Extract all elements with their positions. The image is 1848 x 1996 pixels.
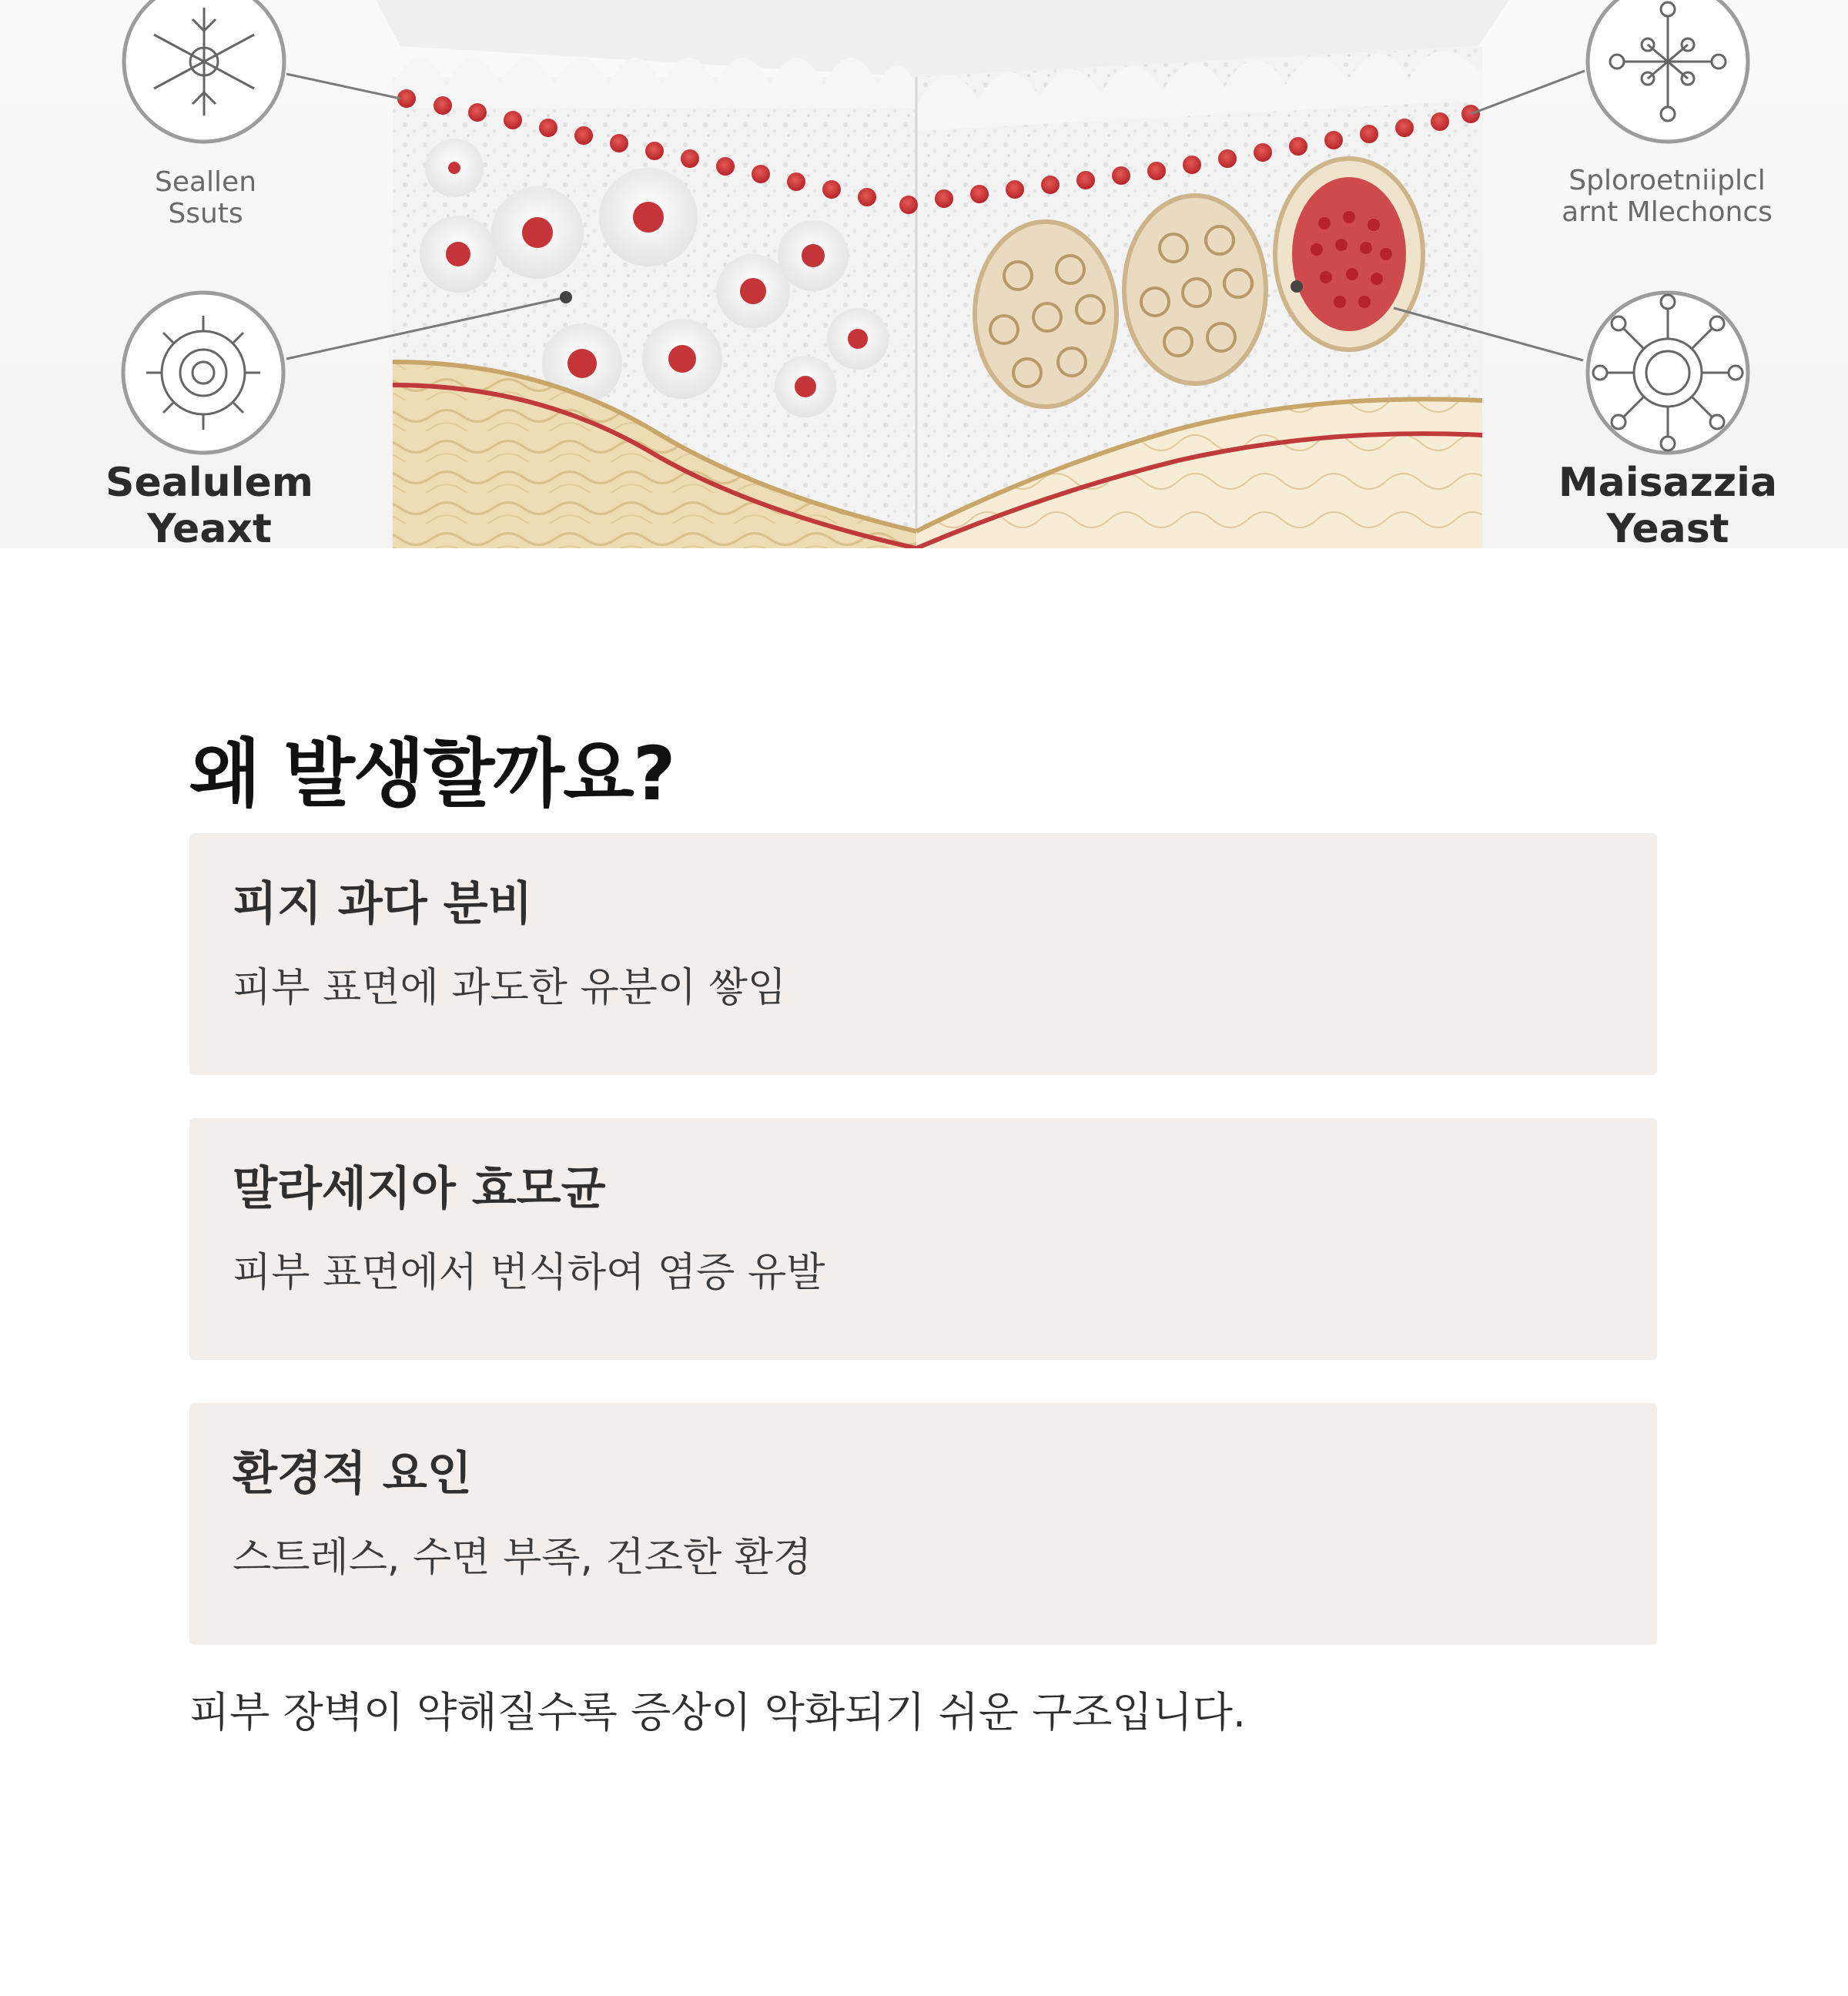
skin-diagram-illustration — [0, 0, 1848, 548]
cause-card-list — [189, 833, 1657, 1645]
section-title: 왜 발생할까요? — [189, 731, 675, 817]
cause-card — [189, 1118, 1657, 1360]
cause-card-title: 환경적 요인 — [233, 1447, 472, 1501]
callout-label-bottom-left — [100, 460, 319, 548]
cause-card-title: 피지 과다 분비 — [233, 877, 533, 931]
summary-note: 피부 장벽이 약해질수록 증상이 악화되기 쉬운 구조입니다. — [189, 1688, 1247, 1736]
cause-card-desc: 스트레스, 수면 부족, 건조한 환경 — [233, 1535, 812, 1581]
cause-card — [189, 833, 1657, 1075]
causes-section — [189, 724, 1657, 1785]
callout-label-top-left — [116, 166, 296, 230]
cause-card-desc: 피부 표면에 과도한 유분이 쌓임 — [233, 965, 787, 1011]
callout-top-right-text: Sploroetniiplcl arnt Mlechoncs — [1562, 165, 1773, 229]
callout-label-bottom-right — [1552, 460, 1783, 548]
cause-card — [189, 1403, 1657, 1645]
cause-card-desc: 피부 표면에서 번식하여 염증 유발 — [233, 1250, 825, 1296]
callout-bottom-right-text: Maisazzia Yeast — [1558, 460, 1778, 548]
callout-top-left-text: Seallen Ssuts — [154, 166, 257, 230]
callout-label-top-right — [1548, 165, 1786, 229]
callout-bottom-left-text: Sealulem Yeaxt — [105, 460, 313, 548]
cause-card-title: 말라세지아 효모균 — [233, 1162, 606, 1216]
